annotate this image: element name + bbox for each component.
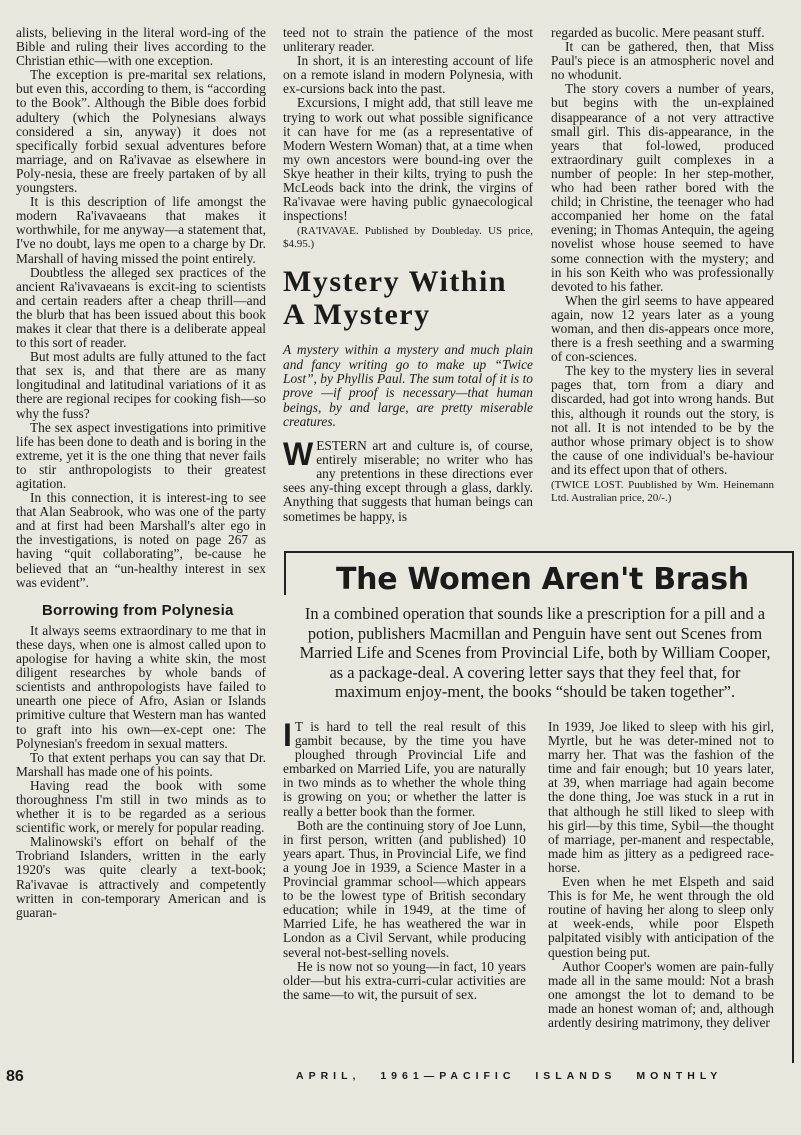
paragraph: Having read the book with some thoroughness I'm still in two minds as to whether it is to be regarded as a serious scientific work, or merely for popular reading. bbox=[16, 777, 266, 836]
paragraph: In short, it is an interesting account of life on a remote island in modern Polynesia, with ex-cursions back into the past. bbox=[283, 53, 533, 97]
paragraph: To that extent perhaps you can say that Dr. Marshall has made one of his points. bbox=[16, 749, 266, 779]
publication-credit bbox=[283, 225, 533, 251]
article-title-line-1: Mystery Within bbox=[283, 265, 508, 299]
paragraph: regarded as bucolic. Mere peasant stuff. bbox=[551, 25, 765, 40]
column-2 bbox=[283, 26, 533, 524]
paragraph: But most adults are fully attuned to the fact that sex is, and that there are as many longitudinal and latitudinal variations of it as there are regional recipes for cooking fish—so why the fuss? bbox=[16, 349, 266, 421]
paragraph: alists, believing in the literal word-ing of the Bible and ruling their lives according to the Christian ethic—with one exception. bbox=[16, 25, 266, 69]
article-title bbox=[283, 265, 533, 331]
paragraph: It is this description of life amongst the modern Ra'ivavaeans that makes it worthwhile, for me anyway—a statement that, I've no doubt, lays me open to a charge by Dr. Marshall of having missed the point entirely. bbox=[16, 194, 266, 266]
paragraph: teed not to strain the patience of the most unliterary reader. bbox=[283, 25, 533, 55]
paragraph: Excursions, I might add, that still leave me trying to work out what possible significance it can have for me (as a representative of Modern Western Woman) that, at a time when my own ancestors were bound-ing over the Skye heather in their kilts, trying to push the McLeods back into the drink, the virgins of Ra'ivavae were having public gynaecological inspections! bbox=[283, 95, 533, 224]
paragraph: Doubtless the alleged sex practices of the ancient Ra'ivavaeans is excit-ing to scientists and certain readers after a cheap thrill—and the blurb that has been issued about this book makes it clear that there is a deliberate appeal to this sort of reader. bbox=[16, 264, 266, 351]
paragraph: The sex aspect investigations into primitive life has been done to death and is boring in the extreme, yet it is the one thing that never fails to stir anthropologists to their greatest agitation. bbox=[16, 419, 266, 491]
article-title: The Women Aren't Brash bbox=[336, 562, 749, 597]
publication-credit bbox=[551, 479, 774, 505]
paragraph: The key to the mystery lies in several pages that, torn from a diary and discarded, had got into wrong hands. But this, although it rounds out the story, is not all. It is not intended to be by the author whose primary object is to show the cause of one individual's be-haviour and its effect upon that of others. bbox=[551, 363, 774, 477]
drop-cap: W bbox=[283, 436, 314, 473]
paragraph: Both are the continuing story of Joe Lunn, in first person, written (and published) 10 years apart. Thus, in Provincial Life, we find a young Joe in 1939, a Science Master in a Provincial grammar school—which appears to be the lowest type of British secondary education; while in 1949, at the time of Married Life, he has weathered the war in London as a Civil Servant, while producing several not-best-selling novels. bbox=[283, 817, 526, 960]
article-title-line-2: A Mystery bbox=[283, 298, 431, 332]
page-number: 86 bbox=[6, 1068, 24, 1085]
credit-text: (TWICE LOST. Puublished by Wm. Heinemann Ltd. Australian price, 20/-.) bbox=[551, 479, 774, 504]
standfirst: A mystery within a mystery and much plain and fancy writing go to make up “Twice Lost”, by Phyllis Paul. The sum total of it is to prove —if proof is necessary—that human beings, by and large, are pretty miserable creatures. bbox=[283, 342, 533, 429]
drop-cap: I bbox=[283, 717, 292, 753]
lead-text: T is hard to tell the real result of this gambit because, by the time you have ploughed through Provincial Life and embarked on Married Life, you are naturally in two minds as to whether the whole thing is growing on you; or whether the latter is really a better book than the former. bbox=[283, 719, 526, 819]
column-5 bbox=[548, 720, 774, 1030]
article-deck: In a combined operation that sounds like a prescription for a pill and a potion, publishers Macmillan and Penguin have sent out Scenes from Married Life and Scenes from Provincial Life, both by William Cooper, as a package-deal. A covering letter says that they feel that, for maximum enjoy-ment, the books “should be taken together”. bbox=[299, 604, 771, 702]
paragraph: Author Cooper's women are pain-fully made all in the same mould: Not a brash one amongst the lot to demand to be made an honest woman of; and, although ardently desiring matrimony, they deliver bbox=[548, 958, 774, 1030]
paragraph: It always seems extraordinary to me that in these days, when one is almost called upon to apologise for having a white skin, the most diligent researches by whole bands of scientists and anthropologists have failed to unearth one piece of Afro, Asian or Islands primitive culture that Western man has wanted to graft into his own—ex-cept one: The Polynesian's freedom in sexual matters. bbox=[16, 622, 266, 751]
paragraph: The story covers a number of years, but begins with the un-explained disappearance of a not very attractive small girl. This dis-appearance, in the years that fol-lowed, produced extraordinary guilt complexes in a number of people: In her step-mother, who had been rather bored with the child; in Christine, the teenager who had accompanied her home on the fatal evening; in Thomas Antequin, the ageing novelist whose house seemed to have some connection with the mystery; and in his son Keith who was professionally devoted to his father. bbox=[551, 81, 774, 294]
paragraph: When the girl seems to have appeared again, now 12 years later as a young woman, and then dis-appears once more, there is a fresh seething and a swarming of con-sciences. bbox=[551, 292, 774, 365]
paragraph: He is now not so young—in fact, 10 years older—but his extra-curri-cular activities are the same—to wit, the pursuit of sex. bbox=[283, 958, 526, 1002]
running-head: APRIL, 1961—PACIFIC ISLANDS MONTHLY bbox=[296, 1070, 723, 1082]
paragraph: The exception is pre-marital sex relations, but even this, according to them, is “according to the Book”. Although the Bible does forbid adultery (which the Polynesians always considered a sin, anyway) it does not specifically forbid sexual adventures before marriage, and on Ra'ivavae as elsewhere in Poly-nesia, these are freely partaken of by all youngsters. bbox=[16, 67, 266, 196]
column-4 bbox=[283, 717, 526, 1002]
paragraph: In 1939, Joe liked to sleep with his girl, Myrtle, but he was deter-mined not to marry her. That was the fashion of the time and fair enough; but 10 years later, at 39, when marriage had again become the done thing, Joe was stuck in a rut in that although he still liked to sleep with his girl—by this time, Sybil—the thought of marriage, per-manent and respectable, made him as jittery as a pedigreed race-horse. bbox=[548, 719, 774, 875]
lead-paragraph bbox=[283, 717, 526, 819]
subheading: Borrowing from Polynesia bbox=[42, 601, 234, 619]
paragraph: Even when he met Elspeth and said This is for Me, he went through the old routine of having her along to sleep only at week-ends, while poor Elspeth palpitated visibly with anticipation of the question being put. bbox=[548, 874, 774, 960]
credit-text: (RA'IVAVAE. Published by Doubleday. US price, $4.95.) bbox=[283, 225, 533, 251]
lead-paragraph bbox=[283, 436, 533, 524]
column-1 bbox=[16, 26, 266, 920]
paragraph: Malinowski's effort on behalf of the Trobriand Islanders, written in the early 1920's was quite clearly a text-book; Ra'ivavae is attractively and competently written in con-temporary American and is guaran- bbox=[16, 834, 266, 920]
lead-text: ESTERN art and culture is, of course, entirely miserable; no writer who has any pretentions in these directions ever sees any-thing except through a glass, darkly. Anything that suggests that human beings can sometimes be happy, is bbox=[283, 438, 533, 524]
box-left-rule bbox=[284, 551, 286, 595]
column-3 bbox=[551, 26, 774, 505]
paragraph: It can be gathered, then, that Miss Paul's piece is an atmospheric novel and no whodunit. bbox=[551, 39, 774, 83]
paragraph: In this connection, it is interest-ing to see that Alan Seabrook, who was one of the party and at first had been Marshall's alter ego in the investigations, is noted on page 267 as having “quit collaborating”, be-cause he believed that an “un-healthy interest in sex was evident”. bbox=[16, 490, 266, 590]
box-right-rule bbox=[792, 551, 794, 1063]
box-top-rule bbox=[284, 551, 794, 553]
